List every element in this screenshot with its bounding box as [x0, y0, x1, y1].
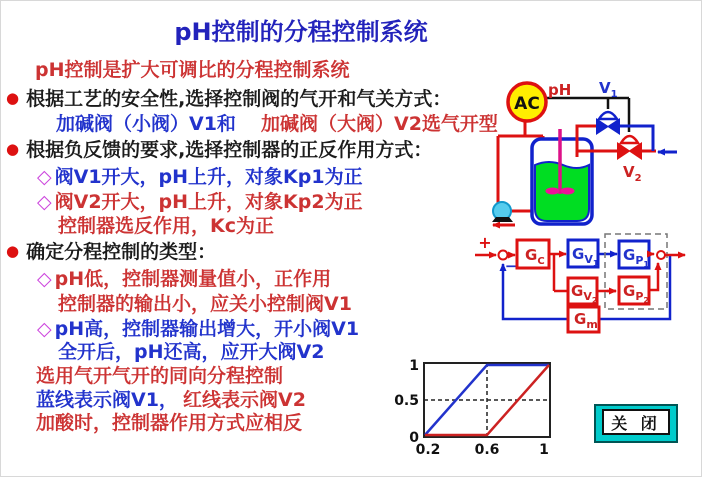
line-acid: 加酸时，控制器作用方式应相反	[36, 412, 303, 434]
bullet-icon: ●	[6, 242, 20, 260]
minus-sign: −	[504, 257, 518, 275]
bullet-item-2-text: 根据负反馈的要求,选择控制器的正反作用方式：	[26, 139, 433, 161]
bullet-icon: ●	[6, 89, 20, 107]
diamond-item-1-text: 阀V1开大，pH上升，对象Kp1为正	[54, 166, 363, 188]
sum-junction-2	[657, 251, 665, 259]
diamond-icon: ◇	[37, 318, 52, 340]
process-diagram	[492, 79, 677, 225]
v2-label: $V_2$	[623, 163, 642, 184]
legend-red-v2: 红线表示阀V2	[183, 389, 306, 411]
legend-blue-v1: 蓝线表示阀V1，	[36, 389, 178, 411]
block-gv1-label: $G_{V1}$	[572, 245, 599, 268]
line-open-v2: 全开后，pH还高，应开大阀V2	[58, 341, 325, 363]
block-diagram	[475, 233, 685, 332]
controller-label: AC	[514, 94, 540, 114]
block-gp1-label: $G_{P1}$	[623, 246, 649, 269]
line-same-dir: 选用气开气开的同向分程控制	[36, 365, 284, 387]
close-button[interactable]	[594, 404, 678, 443]
close-button-face[interactable]: 关 闭	[602, 409, 670, 435]
valve-v1-icon	[596, 112, 620, 135]
ph-label: pH	[548, 81, 572, 99]
plus-sign: +	[478, 233, 492, 252]
valve-type-red: 加碱阀（大阀）V2选气开型	[261, 113, 498, 135]
bullet-item-3-text: 确定分程控制的类型：	[26, 241, 217, 263]
block-gc-label: $G_C$	[525, 246, 545, 267]
ytick-05: 0.5	[394, 393, 419, 409]
xtick-1: 1	[539, 442, 549, 458]
page-title: pH控制的分程控制系统	[174, 18, 428, 46]
ytick-0: 0	[409, 430, 419, 446]
diamond-item-2-text: 阀V2开大，pH上升，对象Kp2为正	[54, 191, 363, 213]
xtick-02: 0.2	[415, 442, 441, 458]
valve-type-blue: 加碱阀（小阀）V1和	[56, 113, 236, 135]
diamond-item-4-text: pH高，控制器输出增大，开小阀V1	[54, 318, 360, 340]
diamond-icon: ◇	[37, 166, 52, 188]
diamond-icon: ◇	[37, 268, 52, 290]
subtitle: pH控制是扩大可调比的分程控制系统	[35, 59, 350, 81]
split-range-chart	[394, 358, 550, 458]
bullet-item-1-text: 根据工艺的安全性,选择控制阀的气开和气关方式：	[26, 88, 452, 110]
diamond-item-3-text: pH低，控制器测量值小，正作用	[54, 268, 332, 290]
line-close-v1: 控制器的输出小，应关小控制阀V1	[58, 293, 352, 315]
xtick-06: 0.6	[474, 442, 500, 458]
block-gm-label: $G_m$	[574, 310, 598, 331]
block-gv2-label: $G_{V2}$	[571, 282, 598, 305]
v1-label: $V_1$	[599, 79, 618, 100]
bullet-icon: ●	[6, 140, 20, 158]
valve-v2-icon	[617, 136, 642, 160]
ytick-1: 1	[409, 358, 419, 374]
diamond-icon: ◇	[37, 191, 52, 213]
block-gp2-label: $G_{P2}$	[623, 282, 649, 305]
line-kc: 控制器选反作用，Kc为正	[58, 215, 274, 237]
pump-icon	[492, 202, 513, 222]
